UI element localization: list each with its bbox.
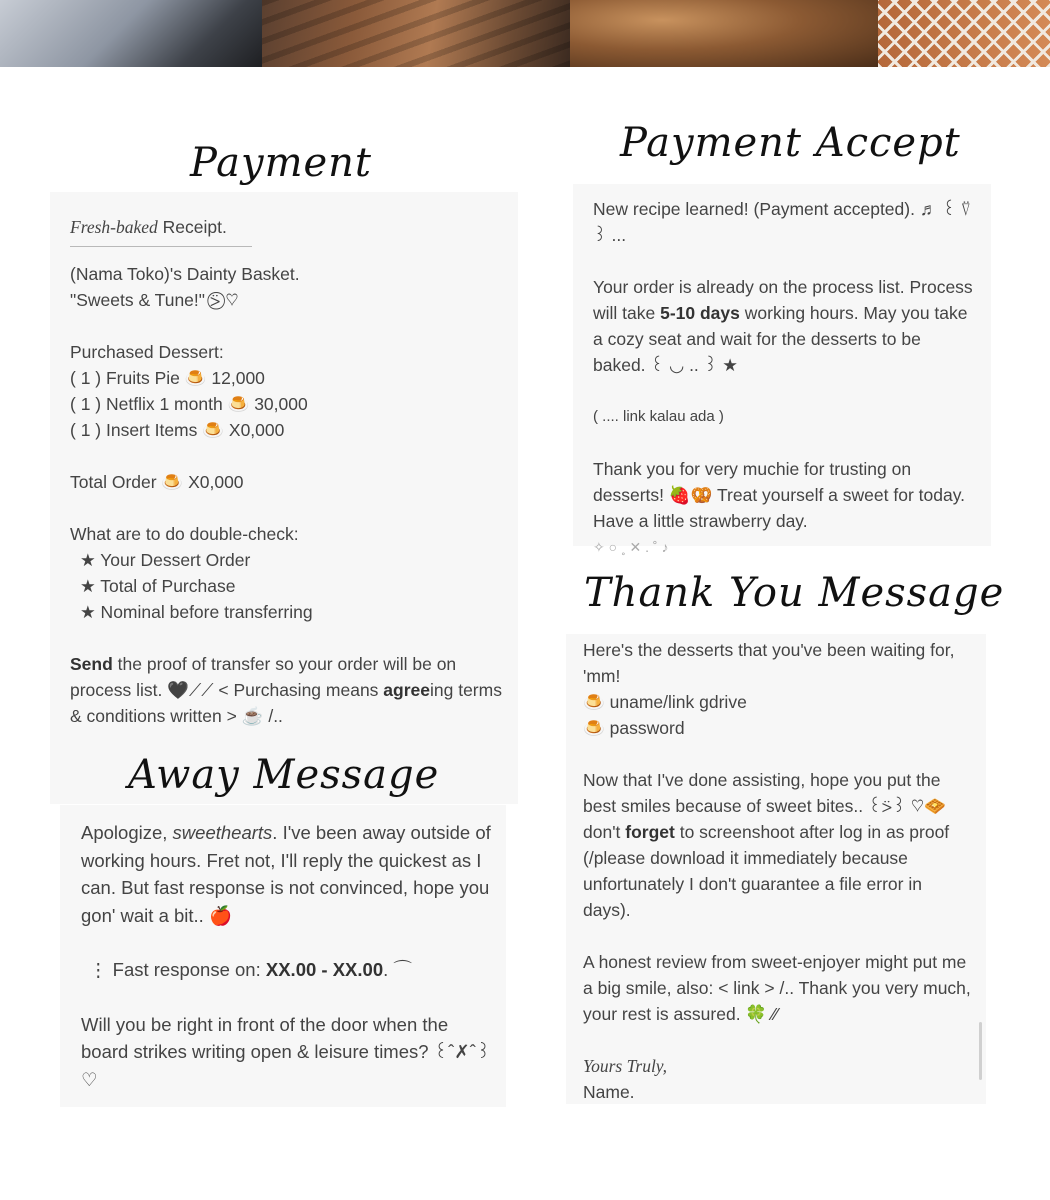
payment-card (50, 192, 518, 804)
send-proof-text: Send the proof of transfer so your order will be on process list. 🖤⟋⟋ < Purchasing means agreeing terms & conditions written > ☕ /.. (70, 654, 502, 726)
thanks-intro: Here's the desserts that you've been waiting for, 'mm! (583, 640, 955, 686)
scrollbar[interactable] (979, 1022, 982, 1080)
away-paragraph: Apologize, sweethearts. I've been away outside of working hours. Fret not, I'll reply the quickest as I can. But fast response is not convinced, hope you gon' wait a bit.. 🍎 (81, 822, 491, 926)
signature-name: Name. (583, 1082, 635, 1102)
accept-card (573, 184, 991, 555)
tagline: "Sweets & Tune!" ⍩⃝ ♡ (70, 290, 239, 310)
total-order: Total Order 🍮 X0,000 (70, 472, 244, 492)
process-info: Your order is already on the process list. Process will take 5-10 days working hours. May you take a cozy seat and wait for the desserts to be baked. ꒰ ◡ .. ꒱ ★ (593, 277, 973, 375)
divider (70, 246, 252, 247)
check-header: What are to do double-check: (70, 524, 299, 544)
wood-table-photo (570, 0, 878, 67)
accept-title: Payment Accept (620, 120, 961, 166)
fast-response: ⋮ Fast response on: XX.00 - XX.00. ⌒ (89, 959, 412, 980)
away-title: Away Message (128, 752, 440, 798)
review-paragraph: A honest review from sweet-enjoyer might put me a big smile, also: < link > /.. Thank you very much, your rest is assured. 🍀 ⁄⁄ (583, 952, 971, 1024)
thanks-title: Thank You Message (584, 570, 1005, 616)
check-item: ★ Nominal before transferring (80, 602, 313, 622)
away-closing: Will you be right in front of the door when the board strikes writing open & leisure times? ꒰ˆ✗ˆ꒱ ♡ (81, 1013, 491, 1090)
thanks-card (566, 634, 986, 1104)
payment-title: Payment (190, 140, 372, 186)
thank-you-text: Thank you for very muchie for trusting on desserts! 🍓🥨 Treat yourself a sweet for today. Have a little strawberry day. (593, 459, 966, 531)
receipt-heading: Fresh-baked Receipt. (70, 217, 227, 237)
order-item: ( 1 ) Insert Items 🍮 X0,000 (70, 420, 285, 440)
assist-paragraph: Now that I've done assisting, hope you put the best smiles because of sweet bites.. ꒰⍩꒱ ♡🧇 don't forget to screenshoot after log in as proof (/please download it immediately because unfortunately I don't guarantee a file error in days). (583, 770, 950, 920)
photo-strip (0, 0, 1050, 67)
link-placeholder[interactable]: ( .... link kalau ada ) (593, 408, 724, 425)
delivery-field: 🍮 uname/link gdrive (583, 692, 747, 712)
check-item: ★ Total of Purchase (80, 576, 236, 596)
accept-intro: New recipe learned! (Payment accepted). ♬ ꒰ ⍢ ꒱ ... (593, 199, 972, 245)
away-card (60, 805, 506, 1107)
fabric-photo (0, 0, 262, 67)
wicker-basket-photo (878, 0, 1050, 67)
order-item: ( 1 ) Netflix 1 month 🍮 30,000 (70, 394, 308, 414)
signoff: Yours Truly, (583, 1056, 667, 1076)
check-item: ★ Your Dessert Order (80, 550, 251, 570)
purchased-header: Purchased Dessert: (70, 342, 224, 362)
rooftop-photo (262, 0, 570, 67)
shop-name: (Nama Toko)'s Dainty Basket. (70, 264, 300, 284)
decoration: ✧ ○ ˳ ✕ . ˚ ♪ (593, 539, 669, 555)
order-item: ( 1 ) Fruits Pie 🍮 12,000 (70, 368, 265, 388)
delivery-field: 🍮 password (583, 718, 685, 738)
